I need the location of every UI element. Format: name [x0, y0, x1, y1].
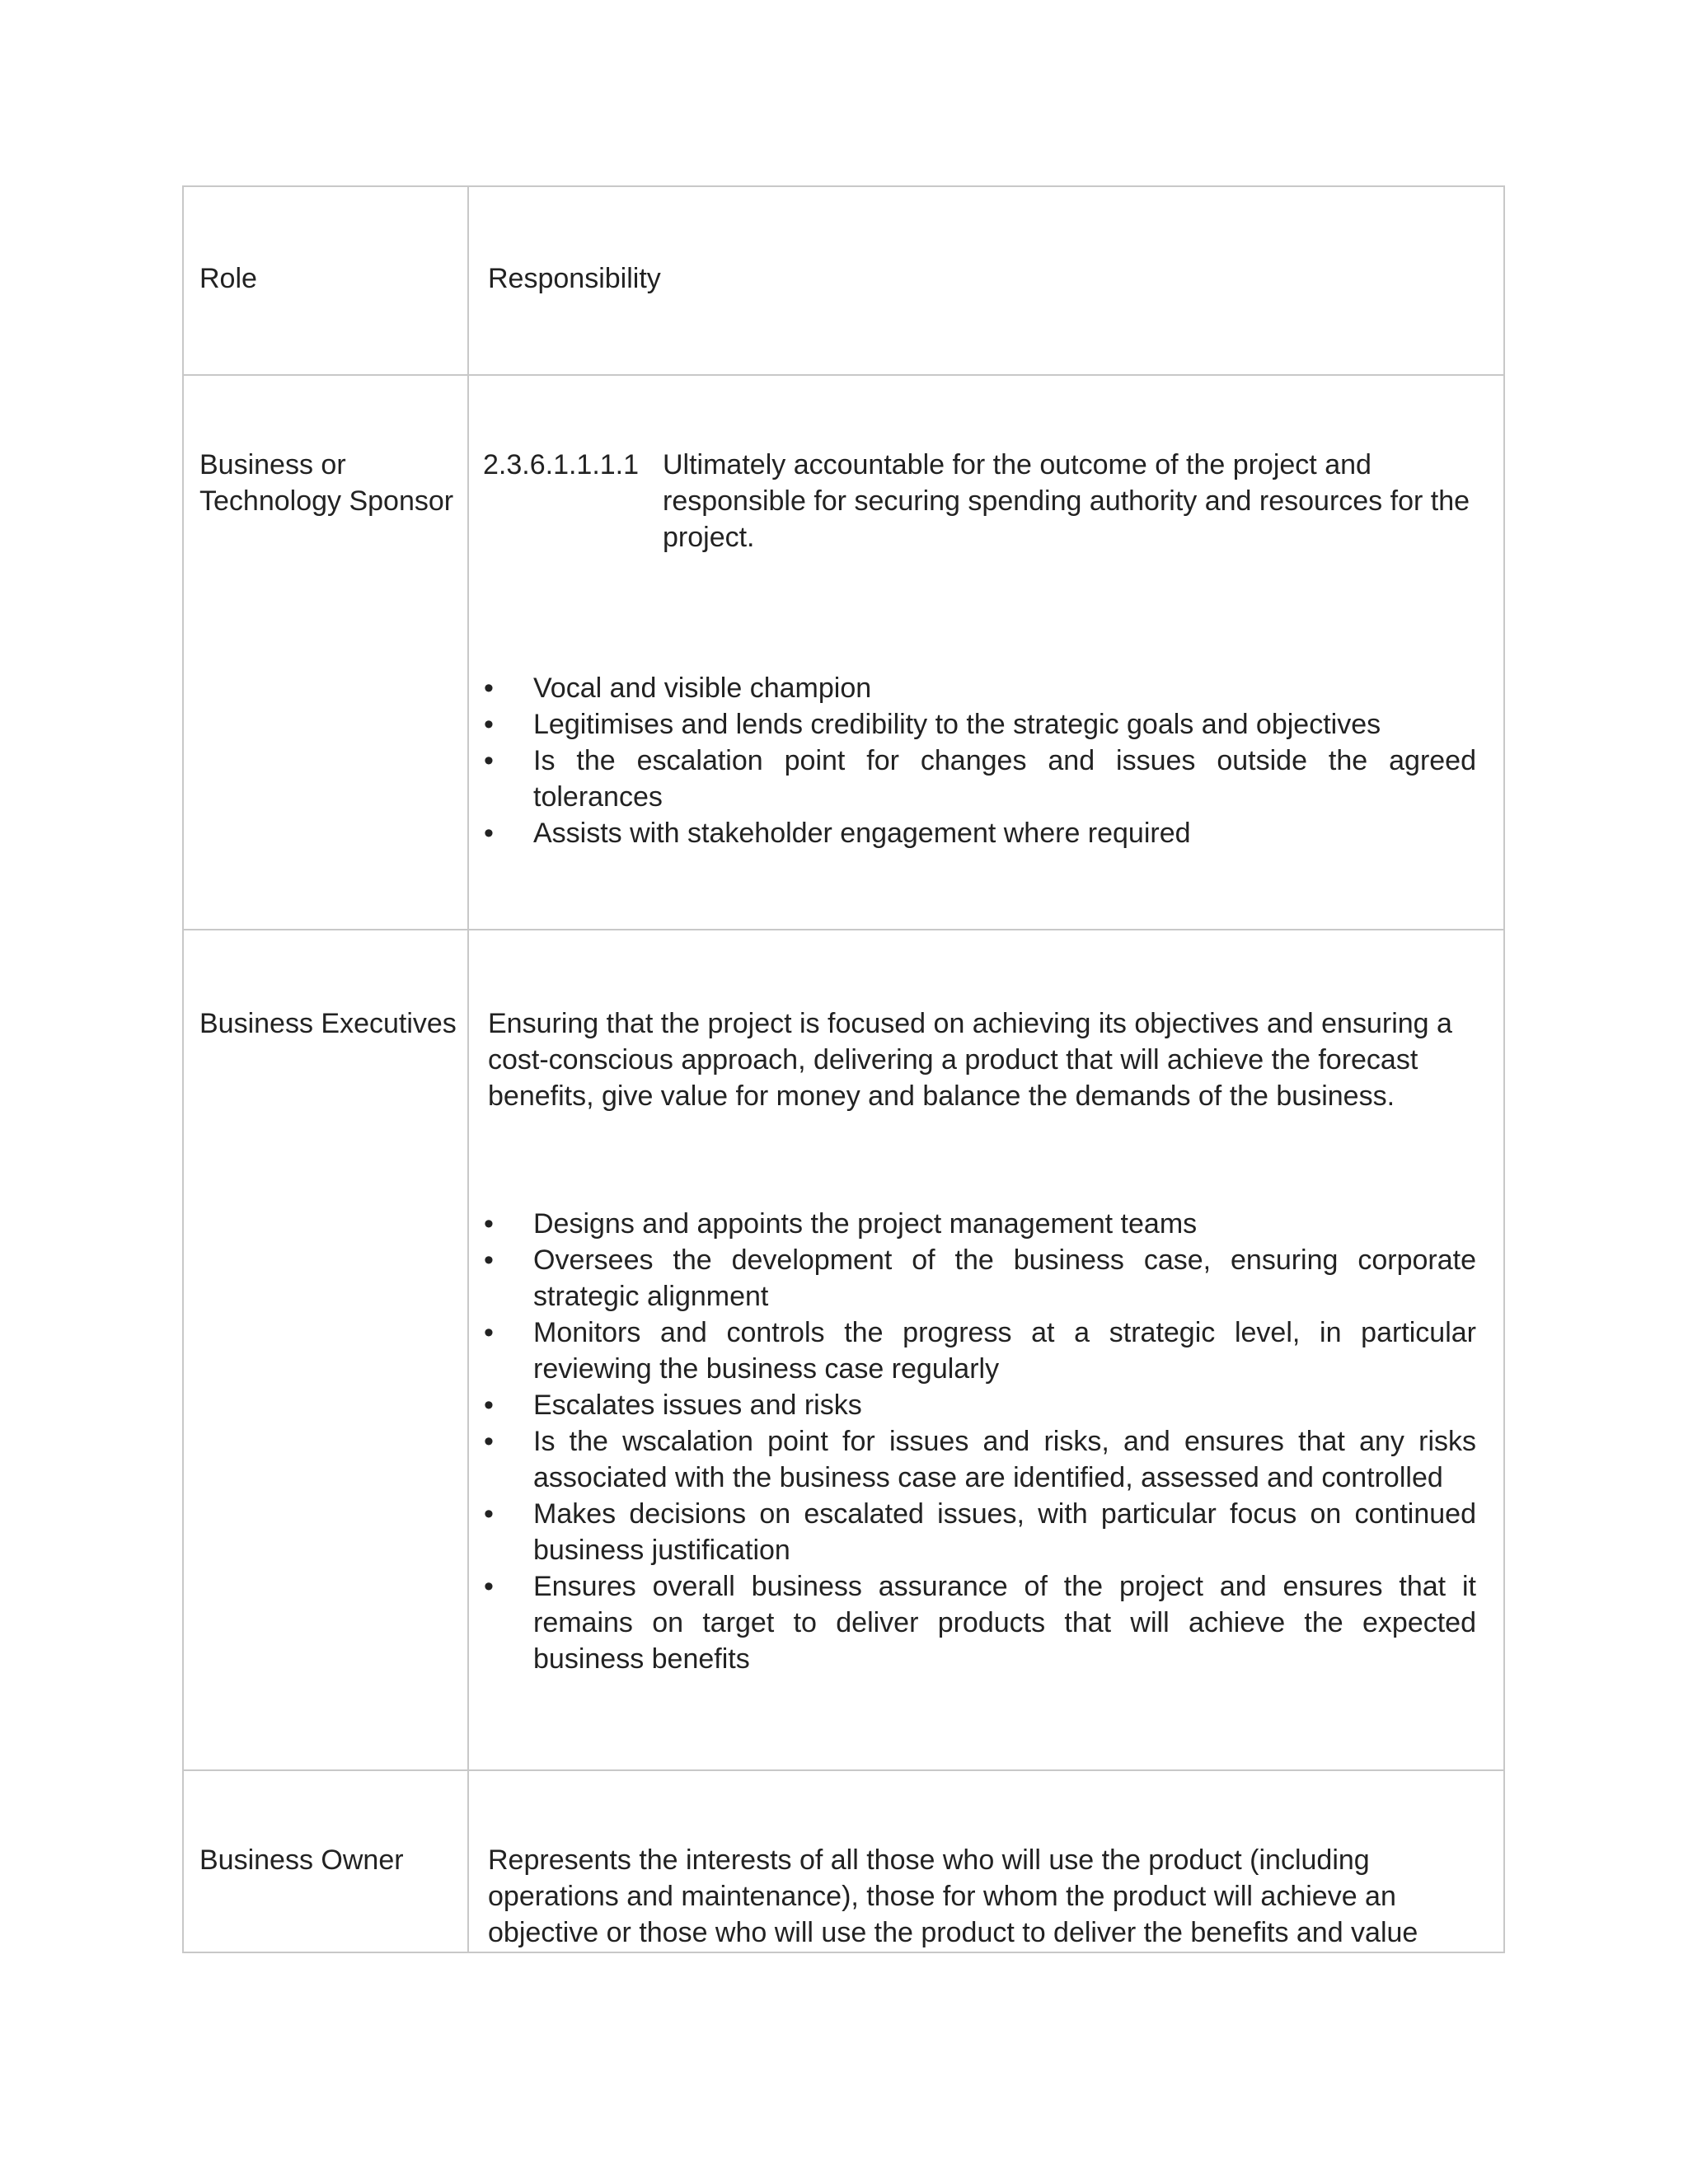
- bullet-icon: •: [484, 1317, 494, 1348]
- bullet-icon: •: [484, 818, 494, 849]
- row-divider: [184, 374, 1503, 376]
- bullet-icon: •: [484, 1244, 494, 1276]
- list-item: • Escalates issues and risks: [533, 1387, 1476, 1423]
- roles-responsibilities-table: [182, 185, 1505, 1953]
- sponsor-bullet-list: [484, 670, 1476, 851]
- list-item: • Legitimises and lends credibility to the strategic goals and objectives: [533, 706, 1476, 743]
- row-role-executives: Business Executives: [199, 1008, 457, 1039]
- numbered-item-line: project.: [663, 522, 755, 553]
- executives-bullet-list: [484, 1206, 1476, 1677]
- list-item: • Makes decisions on escalated issues, with particular focus on continued business justification: [533, 1496, 1476, 1568]
- bullet-icon: •: [484, 1426, 494, 1457]
- bullet-icon: •: [484, 1571, 494, 1602]
- item-number: 2.3.6.1.1.1.1: [483, 449, 640, 480]
- list-item: • Monitors and controls the progress at a strategic level, in particular reviewing the business case regularly: [533, 1315, 1476, 1387]
- paragraph-line: Ensuring that the project is focused on achieving its objectives and ensuring a: [488, 1008, 1452, 1039]
- bullet-icon: •: [484, 1498, 494, 1530]
- column-divider: [467, 187, 469, 1952]
- list-item: • Assists with stakeholder engagement where required: [533, 815, 1476, 851]
- numbered-item-line: responsible for securing spending authority and resources for the: [663, 485, 1470, 517]
- row-role-sponsor-line1: Business or: [199, 449, 346, 480]
- paragraph-line: cost-conscious approach, delivering a product that will achieve the forecast: [488, 1044, 1418, 1076]
- bullet-icon: •: [484, 1208, 494, 1240]
- paragraph-line: operations and maintenance), those for whom the product will achieve an: [488, 1881, 1396, 1912]
- list-item: • Is the escalation point for changes and issues outside the agreed tolerances: [533, 743, 1476, 815]
- row-divider: [184, 1769, 1503, 1771]
- list-item: • Vocal and visible champion: [533, 670, 1476, 706]
- bullet-icon: •: [484, 673, 494, 704]
- bullet-icon: •: [484, 709, 494, 740]
- numbered-item-line: Ultimately accountable for the outcome of the project and: [663, 449, 1372, 480]
- executives-description: [488, 1005, 1477, 1114]
- list-item: • Is the wscalation point for issues and risks, and ensures that any risks associated with the business case are identified, assessed and controlled: [533, 1423, 1476, 1496]
- list-item: • Oversees the development of the business case, ensuring corporate strategic alignment: [533, 1242, 1476, 1315]
- list-item: • Ensures overall business assurance of the project and ensures that it remains on target to deliver products that will achieve the expected business benefits: [533, 1568, 1476, 1677]
- row-role-sponsor-line2: Technology Sponsor: [199, 485, 454, 517]
- owner-description: [488, 1842, 1477, 1951]
- paragraph-line: objective or those who will use the product to deliver the benefits and value: [488, 1917, 1418, 1948]
- bullet-icon: •: [484, 1390, 494, 1421]
- header-responsibility: Responsibility: [488, 263, 661, 294]
- paragraph-line: Represents the interests of all those who will use the product (including: [488, 1844, 1370, 1876]
- row-role-owner: Business Owner: [199, 1844, 404, 1876]
- row-divider: [184, 929, 1503, 930]
- list-item: • Designs and appoints the project management teams: [533, 1206, 1476, 1242]
- header-role: Role: [199, 263, 257, 294]
- paragraph-line: benefits, give value for money and balance the demands of the business.: [488, 1080, 1395, 1112]
- bullet-icon: •: [484, 745, 494, 776]
